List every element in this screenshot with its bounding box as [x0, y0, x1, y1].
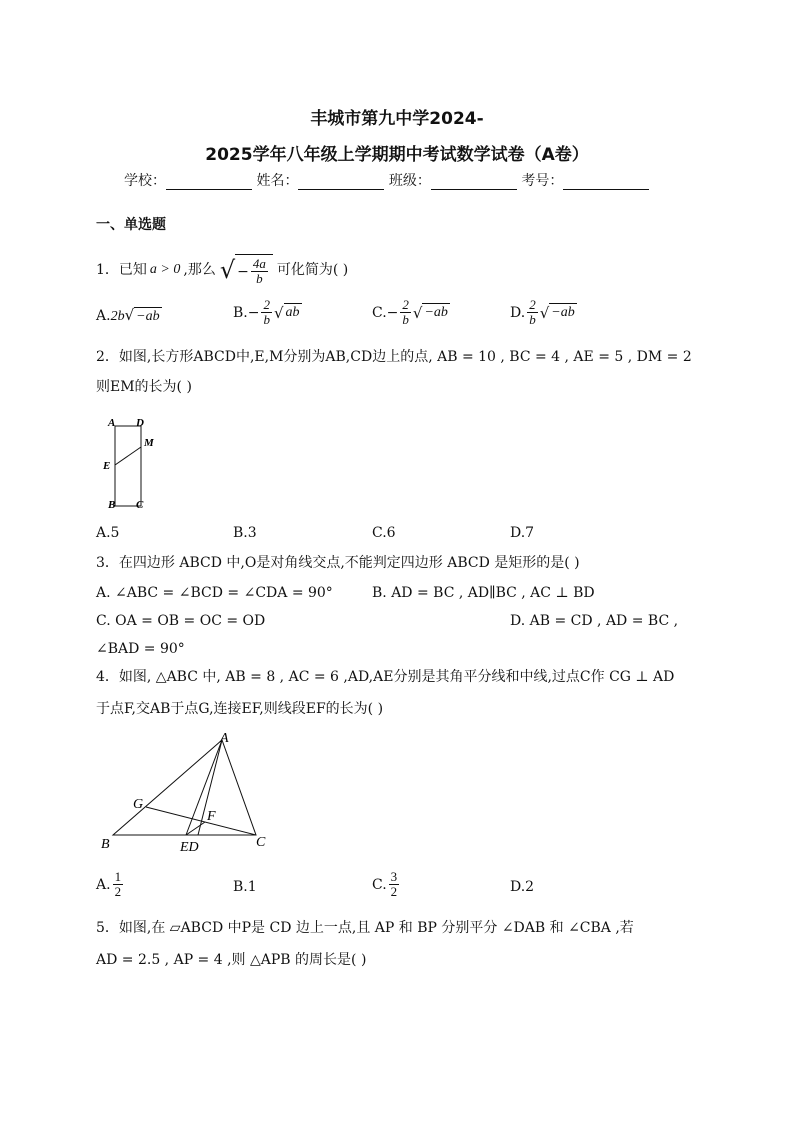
q4-option-b[interactable]: B.1 [233, 879, 257, 895]
q3-option-b[interactable]: B. AD = BC , AD∥BC , AC ⊥ BD [372, 585, 595, 601]
label-d: D [136, 417, 144, 429]
school-field[interactable] [166, 175, 252, 190]
q1-condition: a > 0 [149, 262, 181, 277]
option-radicand: −ab [424, 305, 448, 320]
q1-option-c[interactable] [372, 298, 450, 327]
option-frac-num: 3 [390, 869, 398, 884]
class-label: 班级： [388, 173, 431, 189]
class-field[interactable] [431, 175, 517, 190]
q1-minus: − [237, 263, 249, 280]
q1-radicand [235, 254, 273, 286]
option-frac-num: 2 [529, 297, 536, 312]
median-ae [186, 740, 222, 835]
option-frac-den: b [263, 312, 270, 327]
q2-option-a[interactable]: A.5 [96, 525, 120, 541]
label-a: A [220, 731, 229, 746]
q1-frac-num: 4a [252, 256, 266, 271]
option-sign: − [386, 304, 399, 321]
rectangle-abcd [115, 426, 141, 506]
q5-stem-line2: AD = 2.5 , AP = 4 ,则 △APB 的周长是( ) [96, 952, 367, 968]
q1-option-d[interactable] [510, 298, 577, 327]
q3-option-d-cont: ∠BAD = 90° [96, 641, 185, 657]
school-label: 学校： [124, 173, 166, 189]
segment-cg [146, 807, 256, 835]
q5-stem-line1: 5．如图,在 ▱ABCD 中P是 CD 边上一点,且 AP 和 BP 分别平分 ∠DAB 和 ∠CBA ,若 [96, 920, 634, 936]
option-radicand: ab [285, 305, 300, 320]
q2-stem-line1: 2．如图,长方形ABCD中,E,M分别为AB,CD边上的点, AB = 10 , BC = 4 , AE = 5 , DM = 2 [96, 349, 692, 365]
label-f: F [207, 809, 216, 824]
radical-icon: √ [412, 303, 423, 322]
q2-option-d[interactable]: D.7 [510, 525, 535, 541]
exam-number-field[interactable] [563, 175, 649, 190]
label-ed: ED [180, 840, 199, 854]
q3-option-a[interactable]: A. ∠ABC = ∠BCD = ∠CDA = 90° [96, 585, 333, 601]
page-title-line2: 2025学年八年级上学期期中考试数学试卷（A卷） [205, 145, 589, 165]
label-c: C [256, 835, 266, 850]
info-fields [124, 172, 649, 190]
q3-stem: 3．在四边形 ABCD 中,O是对角线交点,不能判定四边形 ABCD 是矩形的是( ) [96, 555, 580, 571]
section-title: 一、单选题 [96, 217, 166, 233]
name-field[interactable] [298, 175, 384, 190]
q1-text-b: ,那么 [183, 262, 216, 278]
q4-stem-line1: 4．如图, △ABC 中, AB = 8 , AC = 6 ,AD,AE分别是其角平分线和中线,过点C作 CG ⊥ AD [96, 669, 675, 685]
label-a: A [108, 417, 116, 429]
option-label: A. [96, 876, 111, 893]
option-radicand: −ab [136, 309, 160, 324]
option-label: A. [96, 308, 111, 324]
q2-stem-line2: 则EM的长为( ) [96, 379, 192, 395]
option-label: D. [510, 304, 526, 321]
q1-text-a: 1．已知 [96, 262, 147, 278]
q2-option-b[interactable]: B.3 [233, 525, 257, 541]
q1-option-b[interactable] [233, 298, 302, 327]
option-frac-num: 2 [402, 297, 409, 312]
option-label: C. [372, 876, 387, 893]
q1-stem [96, 254, 348, 286]
option-label: B. [233, 304, 248, 321]
option-radicand: −ab [551, 305, 575, 320]
segment-em [115, 447, 141, 465]
option-frac-num: 2 [263, 297, 270, 312]
radical-icon: √ [273, 303, 284, 322]
page-title-line1: 丰城市第九中学2024- [310, 109, 484, 129]
label-e: E [103, 460, 111, 472]
q1-frac-den: b [256, 271, 263, 286]
radical-icon: √ [124, 306, 135, 324]
q1-option-a[interactable] [96, 306, 162, 326]
q2-figure [96, 412, 166, 516]
option-frac-num: 1 [114, 869, 122, 884]
option-label: C. [372, 304, 387, 321]
q2-option-c[interactable]: C.6 [372, 525, 396, 541]
q4-option-c[interactable] [372, 870, 401, 899]
q3-option-d[interactable]: D. AB = CD , AD = BC , [510, 613, 679, 629]
label-c: C [136, 499, 144, 511]
radical-icon: √ [539, 303, 550, 322]
exam-number-label: 考号： [521, 173, 564, 189]
option-frac-den: b [529, 312, 536, 327]
option-coef: 2b [110, 309, 125, 324]
option-sign: − [247, 304, 260, 321]
option-frac-den: b [402, 312, 409, 327]
radical-icon: √ [219, 256, 236, 284]
name-label: 姓名： [256, 173, 299, 189]
q4-option-a[interactable] [96, 870, 125, 899]
label-b: B [108, 499, 116, 511]
q3-option-c[interactable]: C. OA = OB = OC = OD [96, 613, 266, 629]
option-frac-den: 2 [390, 884, 398, 899]
q1-text-c: 可化简为( ) [276, 262, 349, 278]
triangle-abc [113, 740, 256, 835]
option-frac-den: 2 [114, 884, 122, 899]
label-m: M [144, 437, 154, 449]
q4-stem-line2: 于点F,交AB于点G,连接EF,则线段EF的长为( ) [96, 701, 384, 717]
q4-figure [96, 728, 276, 854]
label-b: B [101, 837, 110, 852]
q4-option-d[interactable]: D.2 [510, 879, 535, 895]
label-g: G [133, 797, 144, 812]
